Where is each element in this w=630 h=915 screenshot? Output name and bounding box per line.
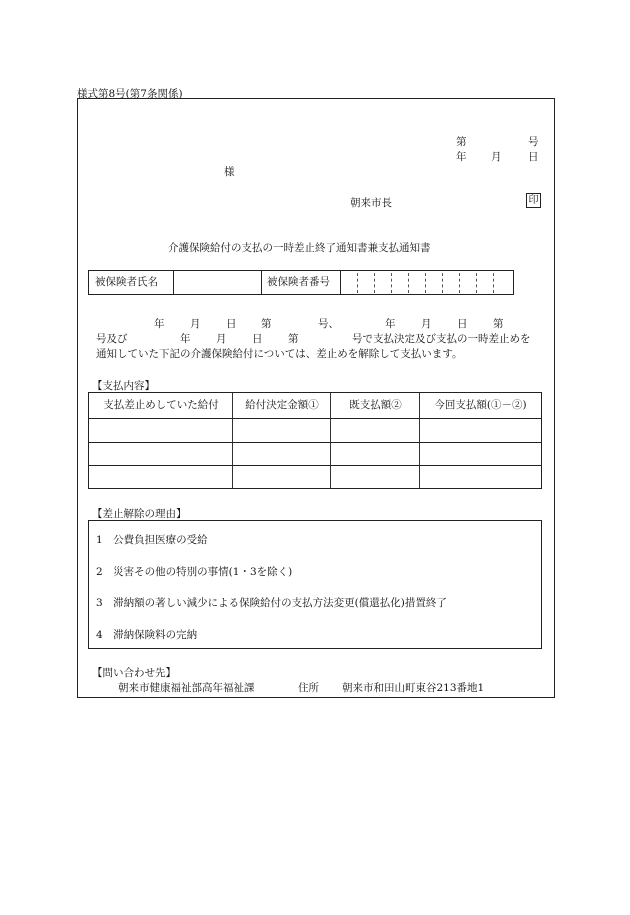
body-l1-go: 号、 bbox=[318, 318, 339, 330]
body-l2-nen: 年 bbox=[180, 333, 191, 345]
insured-name-label: 被保険者氏名 bbox=[95, 276, 158, 288]
col-current-payment: 今回支払額(①－②) bbox=[434, 399, 527, 411]
reason-heading: 【差止解除の理由】 bbox=[92, 508, 187, 520]
body-l2-dai: 第 bbox=[288, 333, 299, 345]
body-l1-nen2: 年 bbox=[385, 318, 396, 330]
contact-heading: 【問い合わせ先】 bbox=[92, 667, 176, 679]
date-hi: 日 bbox=[528, 151, 539, 163]
seal-mark: 印 bbox=[526, 193, 541, 208]
body-l1-hi: 日 bbox=[226, 318, 237, 330]
body-l2-hi: 日 bbox=[252, 333, 263, 345]
col-paid-amount: 既支払額② bbox=[349, 399, 402, 411]
contact-department: 朝来市健康福祉部高年福祉課 bbox=[118, 682, 255, 694]
body-l1-hi2: 日 bbox=[457, 318, 468, 330]
body-l1-tsuki2: 月 bbox=[421, 318, 432, 330]
issuer-name: 朝来市長 bbox=[350, 197, 392, 209]
form-number: 様式第8号(第7条関係) bbox=[77, 88, 183, 100]
reason-item-2: 2 災害その他の特別の事情(1・3を除く) bbox=[96, 566, 293, 578]
insured-number-label: 被保険者番号 bbox=[267, 276, 330, 288]
contact-address-label: 住所 bbox=[298, 682, 319, 694]
contact-address: 朝来市和田山町東谷213番地1 bbox=[342, 682, 485, 694]
payment-heading: 【支払内容】 bbox=[92, 380, 155, 392]
body-l2-tsuki: 月 bbox=[216, 333, 227, 345]
reason-item-3: 3 滞納額の著しい減少による保険給付の支払方法変更(償還払化)措置終了 bbox=[96, 597, 447, 609]
body-l1-tsuki: 月 bbox=[190, 318, 201, 330]
reason-item-1: 1 公費負担医療の受給 bbox=[96, 534, 208, 546]
number-dai: 第 bbox=[456, 136, 467, 148]
insured-id-row bbox=[88, 270, 514, 295]
body-line3: 通知していた下記の介護保険給付については、差止めを解除して支払います。 bbox=[96, 348, 463, 360]
body-l1-nen: 年 bbox=[154, 318, 165, 330]
date-nen: 年 bbox=[456, 151, 467, 163]
body-l1-dai: 第 bbox=[261, 318, 272, 330]
reason-item-4: 4 滞納保険料の完納 bbox=[96, 629, 198, 641]
document-title: 介護保険給付の支払の一時差止終了通知書兼支払通知書 bbox=[168, 242, 431, 254]
number-go: 号 bbox=[528, 136, 539, 148]
addressee-sama: 様 bbox=[224, 166, 235, 178]
body-l1-dai2: 第 bbox=[493, 318, 504, 330]
body-l2-prefix: 号及び bbox=[96, 333, 128, 345]
col-decided-amount: 給付決定金額① bbox=[245, 399, 319, 411]
payment-table bbox=[88, 392, 542, 489]
col-withheld-benefit: 支払差止めしていた給付 bbox=[103, 399, 219, 411]
date-tsuki: 月 bbox=[491, 151, 502, 163]
body-l2-suffix: 号で支払決定及び支払の一時差止めを bbox=[352, 333, 531, 345]
